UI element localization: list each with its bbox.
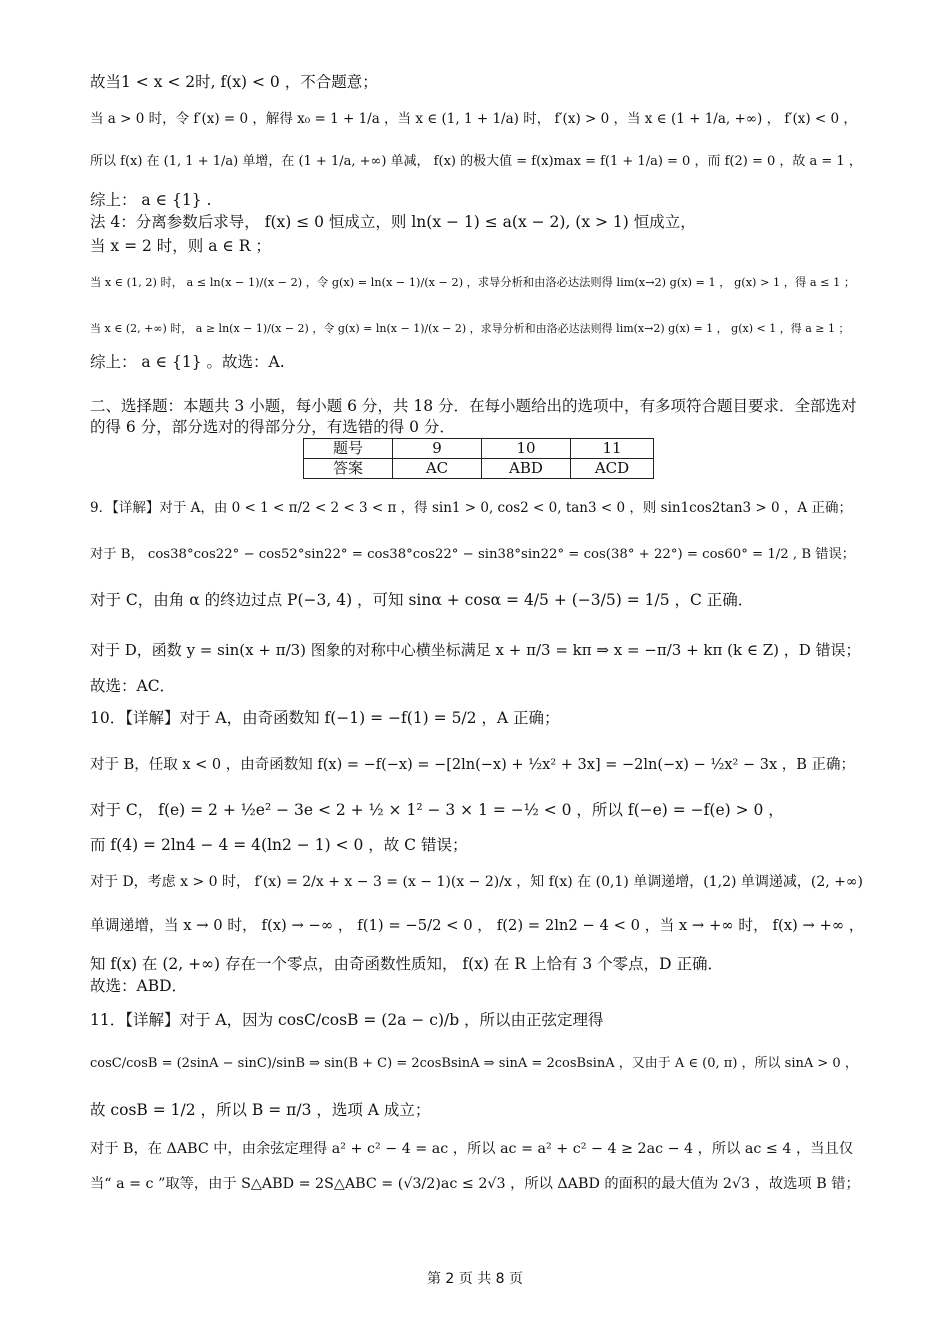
table-cell: ACD <box>571 459 654 479</box>
text-line: 9．【详解】对于 A，由 0 < 1 < π/2 < 2 < 3 < π ，得 sin1 > 0, cos2 < 0, tan3 < 0 ，则 sin1cos2tan3 > 0 ，A 正确； <box>90 500 852 516</box>
text-line: 11．【详解】对于 A，因为 cosC/cosB = (2a − c)/b ，所以由正弦定理得 <box>90 1011 604 1029</box>
table-cell: AC <box>393 459 482 479</box>
table-answer-label: 答案 <box>304 459 393 479</box>
table-header-label: 题号 <box>304 439 393 459</box>
text-line: 当 a > 0 时，令 f′(x) = 0 ，解得 x₀ = 1 + 1/a ，当 x ∈ (1, 1 + 1/a) 时， f′(x) > 0 ，当 x ∈ (1 + 1/a, +∞) ， f′(x) < 0 ， <box>90 111 857 127</box>
text-line: 故选：ABD． <box>90 977 188 995</box>
text-line: 当 x = 2 时，则 a ∈ R ； <box>90 237 271 255</box>
text-line: 10．【详解】对于 A，由奇函数知 f(−1) = −f(1) = 5/2 ，A 正确； <box>90 709 560 727</box>
table-row <box>304 459 654 479</box>
table-row <box>304 439 654 459</box>
text-line: 对于 C， f(e) = 2 + ½e² − 3e < 2 + ½ × 1² − 3 × 1 = −½ < 0 ，所以 f(−e) = −f(e) > 0 ， <box>90 801 784 819</box>
text-line: cosC/cosB = (2sinA − sinC)/sinB ⇒ sin(B + C) = 2cosBsinA ⇒ sinA = 2cosBsinA ，又由于 A ∈ (0, π) ，所以 sinA > 0 ， <box>90 1056 858 1071</box>
answer-table <box>303 438 654 479</box>
text-line: 当“ a = c ”取等，由于 S△ABD = 2S△ABC = (√3/2)ac ≤ 2√3 ，所以 ΔABD 的面积的最大值为 2√3 ，故选项 B 错； <box>90 1176 860 1192</box>
text-line: 对于 C，由角 α 的终边过点 P(−3, 4) ，可知 sinα + cosα = 4/5 + (−3/5) = 1/5 ，C 正确． <box>90 591 754 609</box>
text-line: 当 x ∈ (1, 2) 时， a ≤ ln(x − 1)/(x − 2) ，令 g(x) = ln(x − 1)/(x − 2) ，求导分析和由洛必达法则得 lim(x→2) g(x) = 1 ， g(x) > 1 ，得 a ≤ 1 ； <box>90 276 856 289</box>
text-line: 而 f(4) = 2ln4 − 4 = 4(ln2 − 1) < 0 ，故 C 错误； <box>90 836 468 854</box>
text-line: 对于 B， cos38°cos22° − cos52°sin22° = cos38°cos22° − sin38°sin22° = cos(38° + 22°) = cos60° = 1/2 , B 错误； <box>90 547 856 562</box>
table-cell: 11 <box>571 439 654 459</box>
section-heading: 二、选择题：本题共 3 小题，每小题 6 分，共 18 分．在每小题给出的选项中，有多项符合题目要求．全部选对的得 6 分，部分选对的得部分分，有选错的得 0 分． <box>90 397 857 436</box>
table-cell: ABD <box>482 459 571 479</box>
text-line: 法 4：分离参数后求导， f(x) ≤ 0 恒成立，则 ln(x − 1) ≤ a(x − 2), (x > 1) 恒成立， <box>90 213 696 231</box>
text-line: 综上： a ∈ {1} 。故选：A. <box>90 353 285 371</box>
text-line: 所以 f(x) 在 (1, 1 + 1/a) 单增，在 (1 + 1/a, +∞) 单减， f(x) 的极大值 = f(x)max = f(1 + 1/a) = 0 ，而 f(2) = 0 ，故 a = 1 ， <box>90 154 862 169</box>
page-footer: 第 2 页 共 8 页 <box>426 1271 524 1287</box>
text-line: 故选：AC． <box>90 677 176 695</box>
text-line: 对于 B，任取 x < 0 ，由奇函数知 f(x) = −f(−x) = −[2ln(−x) + ½x² + 3x] = −2ln(−x) − ½x² − 3x ，B 正确； <box>90 757 856 773</box>
text-line: 知 f(x) 在 (2, +∞) 存在一个零点，由奇函数性质知， f(x) 在 R 上恰有 3 个零点，D 正确． <box>90 955 724 973</box>
text-line: 对于 B，在 ΔABC 中，由余弦定理得 a² + c² − 4 = ac ，所以 ac = a² + c² − 4 ≥ 2ac − 4 ，所以 ac ≤ 4 ，当且仅 <box>90 1141 853 1157</box>
table-cell: 10 <box>482 439 571 459</box>
text-line: 故 cosB = 1/2 ，所以 B = π/3 ，选项 A 成立； <box>90 1101 431 1119</box>
text-line: 综上： a ∈ {1} . <box>90 191 212 209</box>
text-line: 单调递增，当 x → 0 时， f(x) → −∞ ， f(1) = −5/2 < 0 ， f(2) = 2ln2 − 4 < 0 ，当 x → +∞ 时， f(x) → +∞ ， <box>90 917 864 934</box>
text-line: 故当1 < x < 2时, f(x) < 0 ，不合题意； <box>90 73 378 91</box>
text-line: 对于 D，函数 y = sin(x + π/3) 图象的对称中心横坐标满足 x + π/3 = kπ ⇒ x = −π/3 + kπ (k ∈ Z) ，D 错误； <box>90 641 861 659</box>
text-line: 当 x ∈ (2, +∞) 时， a ≥ ln(x − 1)/(x − 2) ，令 g(x) = ln(x − 1)/(x − 2) ，求导分析和由洛必达法则得 lim(x→2) g(x) = 1 ， g(x) < 1 ，得 a ≥ 1 ； <box>90 322 850 335</box>
table-cell: 9 <box>393 439 482 459</box>
text-line: 对于 D，考虑 x > 0 时， f′(x) = 2/x + x − 3 = (x − 1)(x − 2)/x ，知 f(x) 在 (0,1) 单调递增，(1,2) 单调递减，(2, +∞) <box>90 874 864 890</box>
